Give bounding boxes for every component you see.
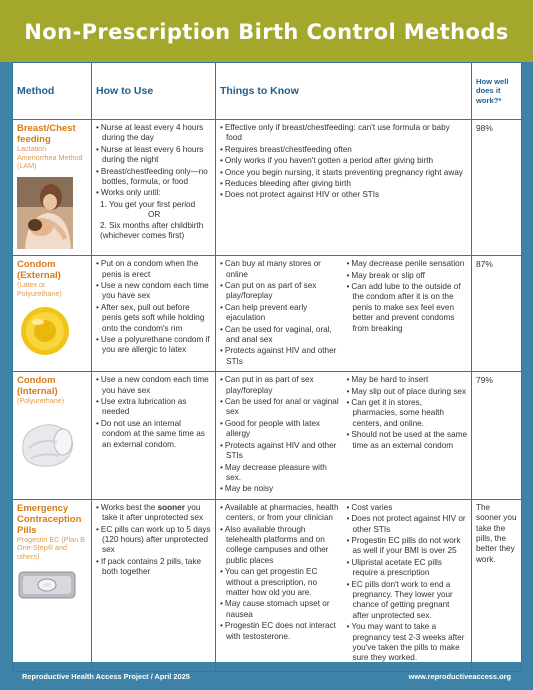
method-subtitle: (Latex or Polyurethane): [17, 280, 62, 298]
list-item: • Cost varies: [347, 503, 468, 513]
list-item: • EC pills don't work to end a pregnancy. They lower your chance of getting pregnant after unprotected sex.: [347, 580, 468, 622]
list-item: • Progestin EC pills do not work as well if your BMI is over 25: [347, 536, 468, 557]
list-item: 2. Six months after childbirth (whichever comes first): [100, 220, 204, 241]
list-item: • May decrease pleasure with sex.: [220, 463, 341, 484]
external-condom-icon: [17, 304, 87, 361]
list-item: • Does not protect against HIV or other STIs: [220, 190, 467, 200]
list-item: • Can be used for anal or vaginal sex: [220, 397, 341, 418]
method-name: Breast/Chest feeding: [17, 123, 76, 145]
list-item: • Can add lube to the outside of the condom after it is on the penis to make sex feel even better and prevent condoms from breaking: [347, 282, 468, 334]
list-item: • Can buy at many stores or online: [220, 259, 341, 280]
list-item: • May cause stomach upset or nausea: [220, 599, 341, 620]
footer-credit: Reproductive Health Access Project / April 2025: [22, 672, 190, 681]
column-header-how: How to Use: [92, 63, 216, 120]
list-item: • Can get it in stores, pharmacies, some health centers, and online.: [347, 398, 468, 429]
list-item: • Effective only if breast/chestfeeding: can't use formula or baby food: [220, 123, 467, 144]
footer: [0, 662, 533, 690]
list-item: • Use a new condom each time you have sex: [96, 281, 211, 302]
list-item: • Use a polyurethane condom if you are allergic to latex: [96, 335, 211, 356]
list-item: • Protects against HIV and other STIs: [220, 441, 341, 462]
method-subtitle: Lactation Amenorrhea Method (LAM): [17, 144, 83, 171]
list-item: • You may want to take a pregnancy test 2-3 weeks after you've taken the pills to make sure they worked.: [347, 622, 468, 664]
internal-condom-icon: [17, 412, 87, 477]
table-header-row: [13, 63, 522, 120]
footer-website: www.reproductiveaccess.org: [408, 672, 511, 681]
effectiveness-cell: 87%: [472, 256, 522, 372]
list-item: • Does not protect against HIV or other STIs: [347, 514, 468, 535]
things-to-know-cell: [216, 499, 472, 671]
method-name: Condom (External): [17, 259, 61, 282]
list-item: • May be hard to insert: [347, 375, 468, 385]
list-item: • Can put in as part of sex play/foreplay: [220, 375, 341, 396]
method-cell: [13, 372, 92, 499]
column-header-effectiveness: How well does it work?*: [472, 63, 522, 120]
methods-table: [12, 62, 522, 672]
method-cell: [13, 120, 92, 256]
list-item: • Should not be used at the same time as an external condom: [347, 430, 468, 451]
method-subtitle: (Polyurethane): [17, 396, 65, 406]
list-item: • If pack contains 2 pills, take both together: [96, 557, 211, 578]
list-item: • Ulipristal acetate EC pills require a prescription: [347, 558, 468, 579]
list-item: • Can help prevent early ejaculation: [220, 303, 341, 324]
method-cell: [13, 499, 92, 671]
list-item: • Protects against HIV and other STIs: [220, 346, 341, 367]
list-item: • May break or slip off: [347, 271, 468, 281]
table-row: [13, 499, 522, 671]
list-item: • Nurse at least every 6 hours during the night: [96, 145, 211, 166]
page-title: Non-Prescription Birth Control Methods: [0, 0, 533, 62]
things-to-know-cell: [216, 256, 472, 372]
list-item: • Put on a condom when the penis is erect: [96, 259, 211, 280]
breastfeeding-photo: [17, 177, 87, 252]
effectiveness-cell: 98%: [472, 120, 522, 256]
list-item: • May slip out of place during sex: [347, 387, 468, 397]
things-to-know-cell: [216, 372, 472, 499]
list-item: • May be noisy: [220, 484, 341, 494]
methods-table-panel: [12, 62, 521, 662]
list-item: • Works best the sooner you take it after unprotected sex: [96, 503, 211, 524]
list-item: • Requires breast/chestfeeding often: [220, 145, 467, 155]
how-to-use-cell: [92, 499, 216, 671]
method-name: Emergency Contraception Pills: [17, 502, 82, 536]
pill-pack-icon: [17, 568, 87, 605]
list-item: OR: [148, 210, 161, 220]
how-to-use-cell: [92, 372, 216, 499]
list-item: • Do not use an internal condom at the same time as an external condom.: [96, 419, 211, 450]
list-item: • Works only until:: [96, 188, 211, 198]
table-row: [13, 372, 522, 499]
list-item: • You can get progestin EC without a prescription, no matter how old you are.: [220, 567, 341, 598]
list-item: 1. You get your first period: [100, 199, 196, 209]
list-item: • Can be used for vaginal, oral, and anal sex: [220, 325, 341, 346]
list-item: • Nurse at least every 4 hours during the day: [96, 123, 211, 144]
list-item: • Breast/chestfeeding only—no bottles, formula, or food: [96, 167, 211, 188]
table-row: [13, 120, 522, 256]
list-item: • Progestin EC does not interact with testosterone.: [220, 621, 341, 642]
method-name: Condom (Internal): [17, 375, 58, 398]
list-item: • Once you begin nursing, it starts preventing pregnancy right away: [220, 168, 467, 178]
emphasis-text: sooner: [157, 502, 185, 512]
effectiveness-cell: The sooner you take the pills, the better they work.: [472, 499, 522, 671]
method-cell: [13, 256, 92, 372]
method-subtitle: Progestin EC (Plan B One-Step® and others): [17, 534, 85, 561]
column-header-know: Things to Know: [216, 63, 472, 120]
list-item: • EC pills can work up to 5 days (120 hours) after unprotected sex: [96, 525, 211, 556]
list-item: • Also available through telehealth platforms and on college campuses and other public places: [220, 525, 341, 567]
things-to-know-cell: [216, 120, 472, 256]
list-item: • May decrease penile sensation: [347, 259, 468, 269]
table-row: [13, 256, 522, 372]
how-to-use-cell: [92, 120, 216, 256]
list-item: • Use extra lubrication as needed: [96, 397, 211, 418]
list-item: • Use a new condom each time you have sex: [96, 375, 211, 396]
list-item: • Available at pharmacies, health centers, or from your clinician: [220, 503, 341, 524]
list-item: • Only works if you haven't gotten a period after giving birth: [220, 156, 467, 166]
list-item: • Reduces bleeding after giving birth: [220, 179, 467, 189]
list-item: • Can put on as part of sex play/foreplay: [220, 281, 341, 302]
list-item: • After sex, pull out before penis gets soft while holding onto the condom's rim: [96, 303, 211, 334]
column-header-method: Method: [13, 63, 92, 120]
how-to-use-cell: [92, 256, 216, 372]
effectiveness-cell: 79%: [472, 372, 522, 499]
list-item: • Good for people with latex allergy: [220, 419, 341, 440]
